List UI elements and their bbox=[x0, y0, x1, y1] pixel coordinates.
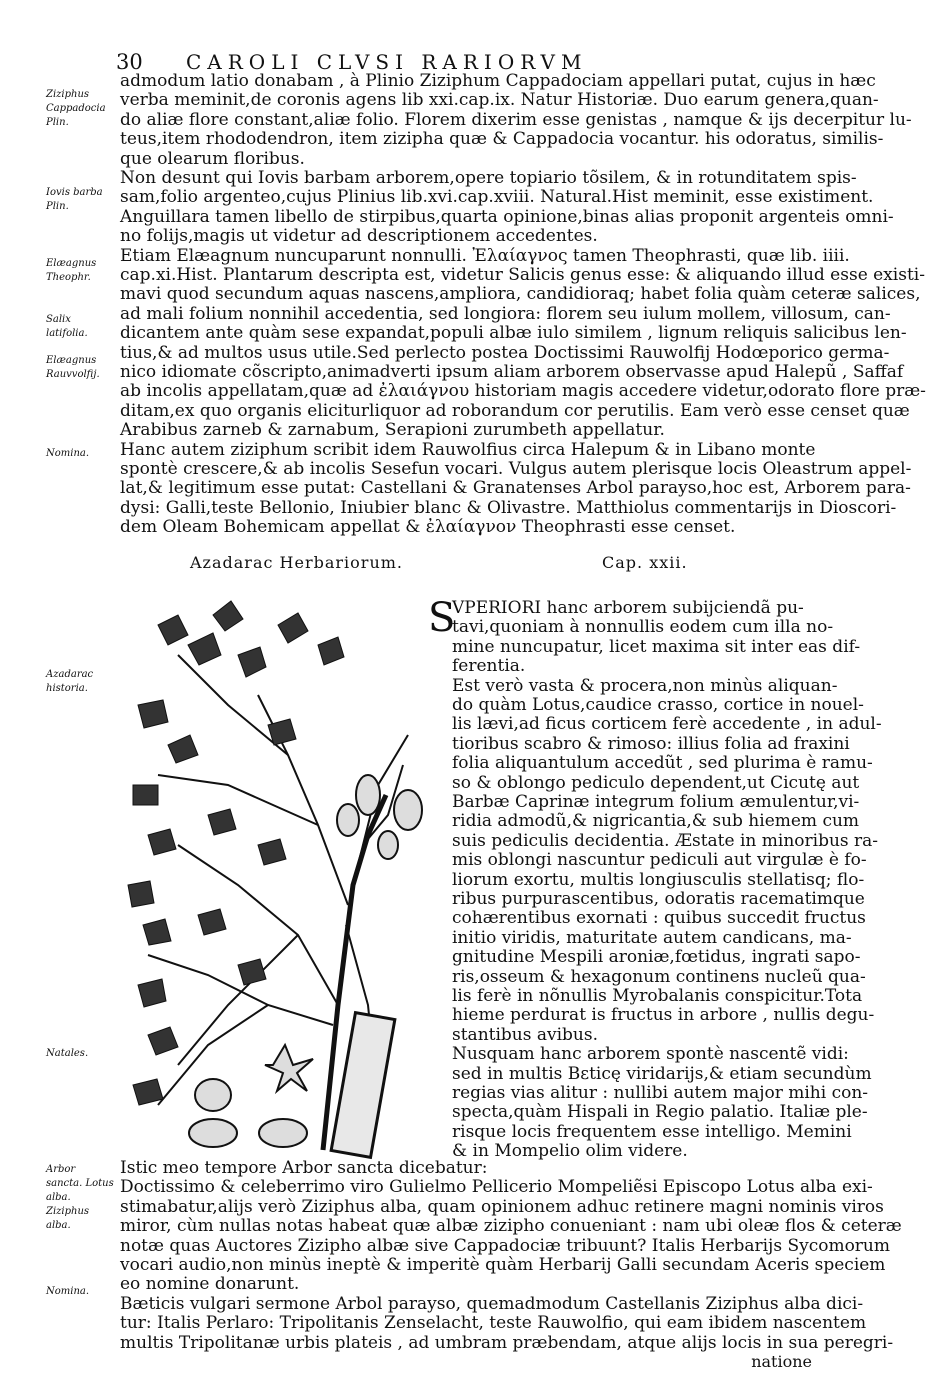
text-line: Anguillara tamen libello de stirpibus,quarta opinione,binas alias proponit argenteis omni- bbox=[120, 206, 894, 227]
margin-note: Elæagnus Rauvvolfij. bbox=[46, 355, 100, 380]
text-line: sed in multis Bεticę viridarijs,& etiam secundùm bbox=[452, 1063, 872, 1084]
text-line: miror, cùm nullas notas habeat quæ albæ zizipho conueniant : nam ubi oleæ flos & ceteræ bbox=[120, 1216, 902, 1237]
text-line: que olearum floribus. bbox=[120, 148, 305, 169]
text-line: dysi: Galli,teste Bellonio, Iniubier blanc & Olivastre. Matthiolus commentarijs in Dioscori- bbox=[120, 497, 897, 518]
text-line: Hanc autem ziziphum scribit idem Rauwolfius circa Halepum & in Libano monte bbox=[120, 439, 816, 460]
text-line: folia aliquantulum accedũt , sed plurima è ramu- bbox=[452, 753, 873, 774]
text-line: verba meminit,de coronis agens lib xxi.cap.ix. Natur Historiæ. Duo earum genera,quan- bbox=[120, 90, 879, 111]
margin-note: Iovis barba Plin. bbox=[46, 187, 103, 212]
margin-note: Elæagnus Theophr. bbox=[46, 258, 97, 283]
text-line: mis oblongi nascuntur pediculi aut virgulæ è fo- bbox=[452, 850, 867, 871]
text-line: ab incolis appellatam,quæ ad ἐλαιάγνου historiam magis accedere videtur,odorato flore præ- bbox=[120, 381, 926, 402]
chapter-number: Cap. xxii. bbox=[602, 553, 688, 572]
text-line: ris,osseum & hexagonum continens nucleũ qua- bbox=[452, 966, 866, 987]
text-line: Est verò vasta & procera,non minùs aliquan- bbox=[452, 675, 838, 696]
text-line: mavi quod secundum aquas nascens,ampliora, candidioraq; habet folia quàm ceteræ salices, bbox=[120, 284, 921, 305]
drop-capital: S bbox=[428, 595, 456, 641]
text-line: ridia admodũ,& nigricantia,& sub hiemem cum bbox=[452, 811, 860, 832]
text-line: & in Mompelio olim videre. bbox=[452, 1141, 688, 1162]
text-line: Etiam Elæagnum nuncuparunt nonnulli. Ἐλαίαγνος tamen Theophrasti, quæ lib. iiii. bbox=[120, 245, 850, 266]
text-line: vocari audio,non minùs ineptè & imperitè quàm Herbarij Galli secundam Aceris speciem bbox=[120, 1255, 886, 1275]
text-line: cap.xi.Hist. Plantarum descripta est, videtur Salicis genus esse: & aliquando illud esse existi- bbox=[120, 265, 925, 285]
text-line: mine nuncupatur, licet maxima sit inter eas dif- bbox=[452, 636, 861, 657]
text-line: tur: Italis Perlaro: Tripolitanis Zenselacht, teste Rauwolfio, qui eam ibidem nascentem bbox=[120, 1313, 867, 1334]
page-number: 30 bbox=[116, 50, 143, 74]
text-line: ditam,ex quo organis eliciturliquor ad roborandum cor perutilis. Eam verò esse censet quæ bbox=[120, 400, 910, 421]
text-line: do quàm Lotus,caudice crasso, cortice in nouel- bbox=[452, 695, 864, 715]
text-line: tavi,quoniam à nonnullis eodem cum illa no- bbox=[452, 617, 834, 638]
text-line: Doctissimo & celeberrimo viro Gulielmo Pellicerio Mompeliẽsi Episcopo Lotus alba exi- bbox=[120, 1177, 873, 1198]
text-line: dem Oleam Bohemicam appellat & ἐλαίαγνον Theophrasti esse censet. bbox=[120, 517, 736, 538]
text-line: ferentia. bbox=[452, 656, 526, 677]
text-line: stimabatur,alijs verò Ziziphus alba, quam opinionem adhuc retinere magni nominis viros bbox=[120, 1196, 884, 1217]
margin-note: Azadarac historia. bbox=[46, 669, 94, 694]
text-line: tius,& ad multos usus utile.Sed perlecto postea Doctissimi Rauwolfij Hodœporico germa- bbox=[120, 342, 890, 363]
text-line: Non desunt qui Iovis barbam arborem,opere topiario tõsilem, & in rotunditatem spis- bbox=[120, 168, 857, 188]
text-line: sam,folio argenteo,cujus Plinius lib.xvi.cap.xviii. Natural.Hist meminit, esse existiment. bbox=[120, 187, 874, 208]
text-line: hieme perdurat is fructus in arbore , nullis degu- bbox=[452, 1005, 875, 1026]
text-line: Istic meo tempore Arbor sancta dicebatur: bbox=[120, 1158, 488, 1178]
text-line: VPERIORI hanc arborem subijciendã pu- bbox=[452, 598, 804, 618]
text-line: liorum exortu, multis longiusculis stellatisq; flo- bbox=[452, 869, 865, 890]
text-line: tioribus scabro & rimoso: illius folia ad fraxini bbox=[452, 733, 850, 754]
text-line: stantibus avibus. bbox=[452, 1024, 599, 1045]
text-line: so & oblongo pediculo dependent,ut Cicutę aut bbox=[452, 772, 860, 793]
text-line: notæ quas Auctores Zizipho albæ sive Cappadociæ tribuunt? Italis Herbarijs Sycomorum bbox=[120, 1235, 891, 1256]
margin-note: Nomina. bbox=[46, 448, 90, 459]
text-line: nico idiomate cõscripto,animadverti ipsum aliam arborem observasse apud Halepũ , Saffaf bbox=[120, 362, 904, 382]
text-line: risque locis frequentem esse intelligo. Memini bbox=[452, 1121, 852, 1142]
text-line: ribus purpurascentibus, odoratis racematimque bbox=[452, 889, 865, 909]
text-line: gnitudine Mespili aroniæ,fœtidus, ingrati sapo- bbox=[452, 947, 861, 968]
text-line: do aliæ flore constant,aliæ folio. Florem dixerim esse genistas , namque & ijs decerpitur lu- bbox=[120, 109, 912, 130]
text-line: lis ferè in nõnullis Myrobalanis conspicitur.Tota bbox=[452, 986, 863, 1006]
catchword: natione bbox=[751, 1352, 812, 1371]
text-line: eo nomine donarunt. bbox=[120, 1274, 300, 1295]
margin-note: Arbor sancta. Lotus alba. Ziziphus alba. bbox=[46, 1164, 114, 1231]
margin-note: Ziziphus Cappadocia Plin. bbox=[46, 89, 106, 128]
text-line: spontè crescere,& ab incolis Sesefun vocari. Vulgus autem plerisque locis Oleastrum appel- bbox=[120, 459, 912, 479]
text-line: lat,& legitimum esse putat: Castellani & Granatenses Arbol parayso,hoc est, Arborem para- bbox=[120, 478, 911, 499]
chapter-title: Azadarac Herbariorum. bbox=[190, 553, 403, 572]
text-line: initio viridis, maturitate autem candicans, ma- bbox=[452, 927, 852, 948]
text-line: Bæticis vulgari sermone Arbol parayso, quemadmodum Castellanis Ziziphus alba dici- bbox=[120, 1293, 864, 1314]
margin-note: Natales. bbox=[46, 1048, 89, 1059]
margin-note: Salix latifolia. bbox=[46, 314, 88, 339]
text-line: Barbæ Caprinæ integrum folium æmulentur,vi- bbox=[452, 792, 860, 812]
text-line: regias vias alitur : nullibi autem major mihi con- bbox=[452, 1083, 869, 1103]
text-line: Nusquam hanc arborem spontè nascentẽ vidi: bbox=[452, 1044, 849, 1065]
text-line: cohærentibus exornati : quibus succedit fructus bbox=[452, 908, 866, 929]
text-line: Arabibus zarneb & zarnabum, Serapioni zurumbeth appellatur. bbox=[120, 420, 665, 441]
text-line: specta,quàm Hispali in Regio palatio. Italiæ ple- bbox=[452, 1102, 868, 1123]
text-line: suis pediculis decidentia. Æstate in minoribus ra- bbox=[452, 830, 879, 851]
text-line: ad mali folium nonnihil accedentia, sed longiora: florem seu iulum mollem, villosum, can- bbox=[120, 303, 891, 324]
running-title: CAROLI CLVSI RARIORVM bbox=[186, 50, 588, 74]
text-line: teus,item rhododendron, item zizipha quæ & Cappadocia vocantur. his odoratus, similis- bbox=[120, 129, 884, 150]
text-line: no folijs,magis ut videtur ad descriptionem accedentes. bbox=[120, 226, 598, 247]
margin-note: Nomina. bbox=[46, 1286, 90, 1297]
text-line: lis lævi,ad ficus corticem ferè accedente , in adul- bbox=[452, 714, 882, 735]
text-line: admodum latio donabam , à Plinio Ziziphum Cappadociam appellari putat, cujus in hæc bbox=[120, 71, 876, 91]
azadarac-woodcut-illustration bbox=[118, 585, 423, 1155]
text-line: multis Tripolitanæ urbis plateis , ad umbram præbendam, atque alijs locis in sua peregri- bbox=[120, 1332, 894, 1353]
text-line: dicantem ante quàm sese expandat,populi albæ iulo similem , lignum reliquis salicibus len- bbox=[120, 323, 907, 344]
plant-drawing bbox=[118, 585, 423, 1155]
